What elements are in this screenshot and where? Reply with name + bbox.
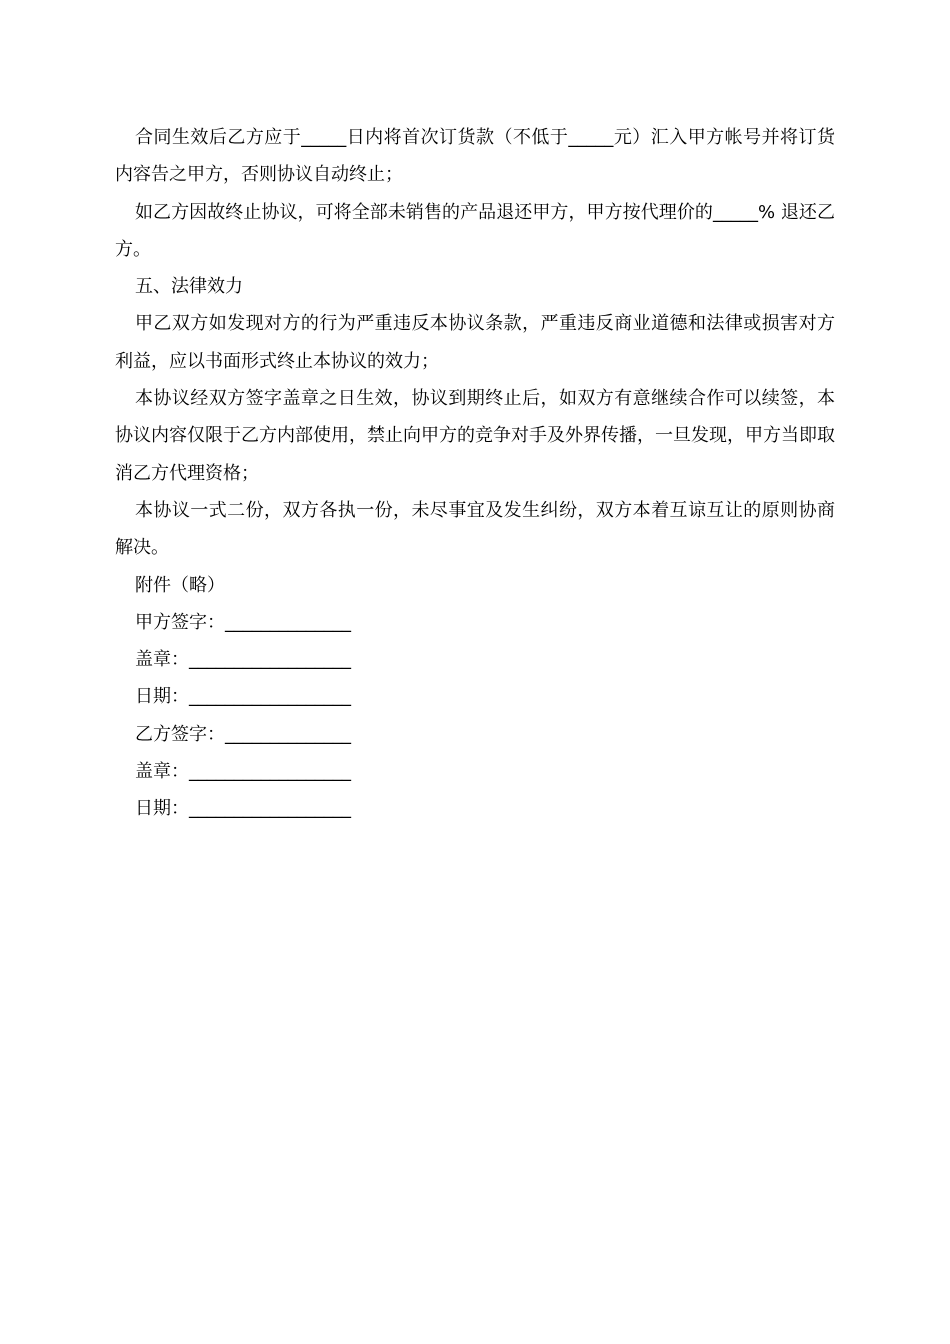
paragraph-copies: 本协议一式二份，双方各执一份，未尽事宜及发生纠纷，双方本着互谅互让的原则协商解决。 <box>115 499 835 559</box>
paragraph-effective-date: 本协议经双方签字盖章之日生效，协议到期终止后，如双方有意继续合作可以续签，本协议内容仅限于乙方内部使用，禁止向甲方的竞争对手及外界传播，一旦发现，甲方当即取消乙方代理资格； <box>115 388 835 484</box>
paragraph-first-payment: 合同生效后乙方应于_____日内将首次订货款（不低于_____元）汇入甲方帐号并将订货内容告之甲方，否则协议自动终止； <box>115 127 835 186</box>
date-party-b: 日期：__________________ <box>135 798 351 820</box>
paragraph-violation: 甲乙双方如发现对方的行为严重违反本协议条款，严重违反商业道德和法律或损害对方利益，应以书面形式终止本协议的效力； <box>115 313 835 372</box>
section-heading-legal-effect: 五、法律效力 <box>135 276 243 298</box>
paragraph-termination-refund: 如乙方因故终止协议，可将全部未销售的产品退还甲方，甲方按代理价的_____% 退还乙方。 <box>115 201 835 260</box>
signature-party-a: 甲方签字：______________ <box>135 611 351 633</box>
date-party-a: 日期：__________________ <box>135 686 351 708</box>
attachment-note: 附件（略） <box>135 574 225 596</box>
seal-party-a: 盖章：__________________ <box>135 649 351 671</box>
seal-party-b: 盖章：__________________ <box>135 761 351 783</box>
document-body <box>115 119 835 828</box>
signature-party-b: 乙方签字：______________ <box>135 723 351 745</box>
